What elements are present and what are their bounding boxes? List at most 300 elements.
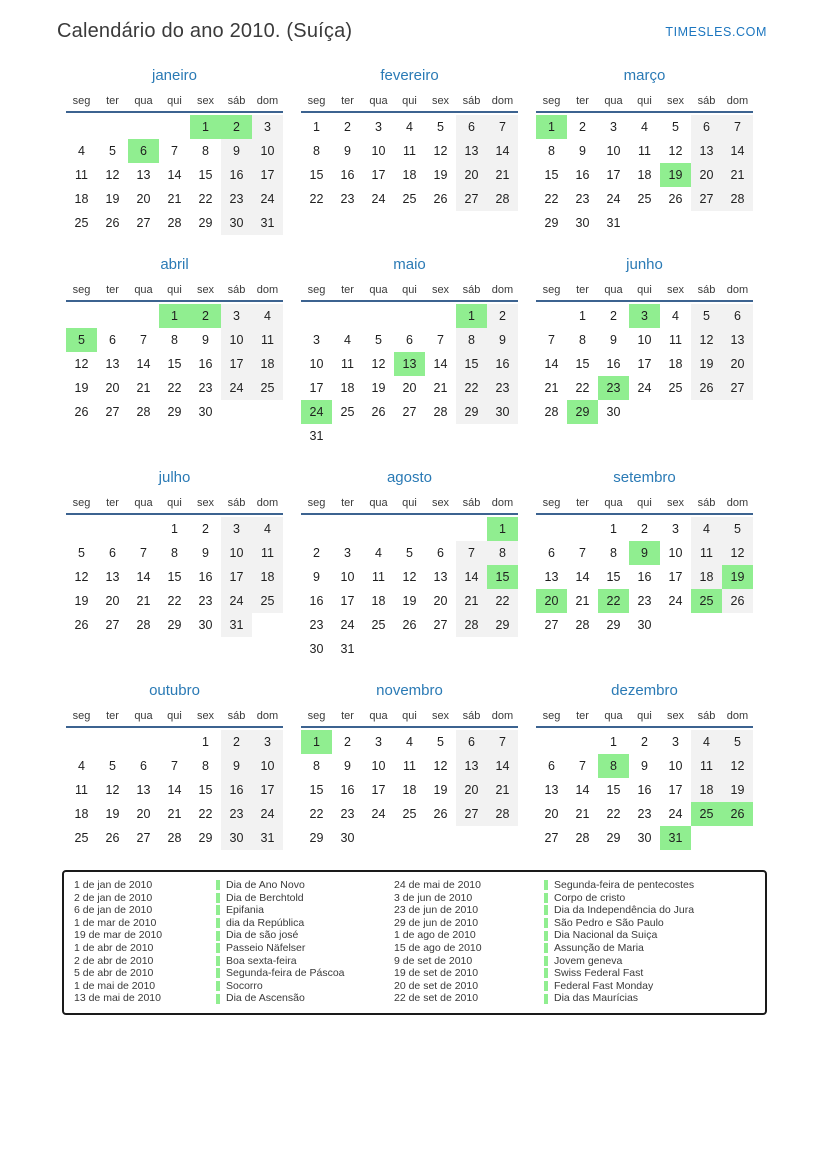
day-cell: 17 — [606, 168, 621, 182]
weekday-header: ter — [106, 95, 119, 107]
empty-cell — [159, 730, 190, 754]
day-cell: 17 — [252, 163, 283, 187]
day-cell: 28 — [487, 187, 518, 211]
empty-cell — [66, 730, 97, 754]
header-rule — [536, 513, 753, 515]
header-rule — [536, 726, 753, 728]
day-cell: 30 — [487, 400, 518, 424]
day-cell: 3 — [672, 522, 679, 536]
day-cell: 29 — [487, 613, 518, 637]
day-cell: 20 — [136, 192, 151, 206]
day-cell: 5 — [109, 759, 116, 773]
legend-holiday-name — [544, 942, 755, 955]
day-cell: 7 — [579, 759, 586, 773]
day-cell: 27 — [105, 405, 120, 419]
weekday-header: seg — [307, 497, 326, 509]
month-dezembro — [532, 682, 757, 850]
empty-cell — [425, 517, 456, 541]
day-cell: 31 — [340, 642, 355, 656]
empty-cell — [394, 517, 425, 541]
month-outubro — [62, 682, 287, 850]
legend-holiday-label: Assunção de Maria — [554, 941, 644, 954]
day-cell: 20 — [105, 381, 120, 395]
day-cell: 7 — [722, 115, 753, 139]
day-cell: 4 — [406, 735, 413, 749]
legend-holiday-name — [216, 992, 394, 1005]
day-cell: 3 — [610, 120, 617, 134]
empty-cell — [66, 517, 97, 541]
legend-holiday-label: Dia de são josé — [226, 929, 299, 942]
day-cell: 23 — [221, 187, 252, 211]
day-cell: 21 — [456, 589, 487, 613]
day-cell: 1 — [610, 522, 617, 536]
weekday-header: sáb — [462, 284, 481, 296]
day-cell: 1 — [202, 735, 209, 749]
weekday-header: sáb — [227, 710, 246, 722]
day-cell: 11 — [75, 783, 88, 797]
day-cell: 17 — [371, 783, 386, 797]
legend-holiday-label: Segunda-feira de pentecostes — [554, 879, 695, 891]
month-title: novembro — [376, 682, 443, 699]
day-cell: 21 — [136, 594, 151, 608]
day-cell: 9 — [629, 541, 660, 565]
weekday-header: dom — [256, 710, 279, 722]
empty-cell — [394, 424, 425, 448]
weekday-header: qua — [134, 497, 153, 509]
day-cell: 16 — [637, 783, 652, 797]
legend-holiday-name — [544, 904, 755, 917]
day-cell: 2 — [579, 120, 586, 134]
day-cell: 4 — [344, 333, 351, 347]
legend-holiday-name — [544, 980, 755, 993]
empty-cell — [660, 400, 691, 424]
weekday-header: qui — [637, 710, 652, 722]
holiday-tick-icon — [216, 943, 220, 953]
day-cell: 5 — [722, 517, 753, 541]
day-cell: 18 — [402, 783, 417, 797]
month-grid — [536, 91, 753, 235]
day-cell: 8 — [598, 754, 629, 778]
legend-holiday-name — [544, 892, 755, 905]
day-cell: 11 — [691, 754, 722, 778]
day-cell: 10 — [371, 144, 386, 158]
day-cell: 18 — [340, 381, 355, 395]
empty-cell — [97, 517, 128, 541]
day-cell: 17 — [340, 594, 355, 608]
legend-holiday-name — [544, 992, 755, 1005]
day-cell: 25 — [252, 376, 283, 400]
weekday-header: sex — [196, 284, 215, 296]
empty-cell — [128, 115, 159, 139]
day-cell: 23 — [309, 618, 324, 632]
day-cell: 19 — [660, 163, 691, 187]
day-cell: 8 — [487, 541, 518, 565]
day-cell: 30 — [340, 831, 355, 845]
holiday-tick-icon — [544, 918, 548, 928]
day-cell: 29 — [456, 400, 487, 424]
day-cell: 20 — [136, 807, 151, 821]
day-cell: 19 — [371, 381, 386, 395]
day-cell: 26 — [433, 807, 448, 821]
holiday-tick-icon — [544, 893, 548, 903]
day-cell: 12 — [668, 144, 683, 158]
weekday-header: sex — [431, 497, 450, 509]
day-cell: 2 — [610, 309, 617, 323]
day-cell: 10 — [606, 144, 621, 158]
empty-cell — [691, 613, 722, 637]
day-cell: 13 — [136, 168, 151, 182]
day-cell: 13 — [544, 783, 559, 797]
day-cell: 24 — [221, 376, 252, 400]
empty-cell — [66, 304, 97, 328]
day-cell: 20 — [536, 589, 567, 613]
day-cell: 3 — [375, 735, 382, 749]
weekday-header: sáb — [697, 284, 716, 296]
weekday-header: ter — [576, 497, 589, 509]
header-rule — [301, 513, 518, 515]
legend-date: 20 de set de 2010 — [394, 979, 479, 992]
day-cell: 31 — [252, 211, 283, 235]
day-cell: 12 — [722, 541, 753, 565]
day-cell: 28 — [456, 613, 487, 637]
day-cell: 10 — [668, 759, 683, 773]
header-rule — [536, 300, 753, 302]
day-cell: 23 — [198, 381, 213, 395]
empty-cell — [456, 826, 487, 850]
day-cell: 7 — [579, 546, 586, 560]
weekday-header: sex — [431, 95, 450, 107]
legend-holiday-label: Socorro — [226, 979, 263, 992]
day-cell: 6 — [456, 115, 487, 139]
day-cell: 21 — [433, 381, 448, 395]
day-cell: 6 — [437, 546, 444, 560]
weekday-header: dom — [491, 497, 514, 509]
day-cell: 6 — [548, 759, 555, 773]
day-cell: 5 — [437, 120, 444, 134]
day-cell: 22 — [198, 192, 213, 206]
day-cell: 10 — [309, 357, 324, 371]
holiday-tick-icon — [216, 956, 220, 966]
weekday-header: ter — [341, 95, 354, 107]
weekday-header: sex — [666, 95, 685, 107]
day-cell: 22 — [198, 807, 213, 821]
legend-holiday-name — [216, 929, 394, 942]
day-cell: 20 — [456, 778, 487, 802]
day-cell: 27 — [105, 618, 120, 632]
weekday-header: dom — [491, 710, 514, 722]
day-cell: 12 — [433, 144, 448, 158]
weekday-header: ter — [341, 710, 354, 722]
weekday-header: qui — [402, 95, 417, 107]
day-cell: 20 — [456, 163, 487, 187]
day-cell: 21 — [544, 381, 559, 395]
weekday-header: qua — [604, 284, 623, 296]
day-cell: 1 — [610, 735, 617, 749]
day-cell: 3 — [375, 120, 382, 134]
day-cell: 16 — [309, 594, 324, 608]
day-cell: 22 — [309, 807, 324, 821]
weekday-header: ter — [341, 497, 354, 509]
day-cell: 14 — [575, 783, 590, 797]
header-rule — [66, 300, 283, 302]
empty-cell — [722, 211, 753, 235]
legend-holiday-name — [216, 917, 394, 930]
legend-date: 29 de jun de 2010 — [394, 916, 479, 929]
day-cell: 9 — [202, 333, 209, 347]
day-cell: 14 — [722, 139, 753, 163]
legend-date: 5 de abr de 2010 — [74, 967, 154, 980]
weekday-header: ter — [341, 284, 354, 296]
month-title: outubro — [149, 682, 200, 699]
weekday-header: qua — [369, 497, 388, 509]
day-cell: 23 — [487, 376, 518, 400]
day-cell: 5 — [66, 328, 97, 352]
empty-cell — [128, 517, 159, 541]
holiday-tick-icon — [216, 968, 220, 978]
day-cell: 14 — [575, 570, 590, 584]
month-title: março — [623, 67, 666, 84]
day-cell: 31 — [660, 826, 691, 850]
day-cell: 10 — [340, 570, 355, 584]
day-cell: 7 — [548, 333, 555, 347]
day-cell: 31 — [252, 826, 283, 850]
day-cell: 2 — [344, 735, 351, 749]
day-cell: 2 — [202, 522, 209, 536]
day-cell: 11 — [372, 570, 385, 584]
header — [0, 0, 827, 43]
day-cell: 14 — [136, 357, 151, 371]
day-cell: 22 — [456, 376, 487, 400]
day-cell: 26 — [691, 376, 722, 400]
brand-link[interactable]: TIMESLES.COM — [665, 25, 767, 39]
day-cell: 5 — [406, 546, 413, 560]
month-title: maio — [393, 256, 426, 273]
day-cell: 26 — [74, 618, 89, 632]
weekday-header: ter — [576, 95, 589, 107]
day-cell: 25 — [371, 618, 386, 632]
day-cell: 7 — [487, 730, 518, 754]
day-cell: 4 — [252, 304, 283, 328]
empty-cell — [722, 400, 753, 424]
day-cell: 27 — [456, 802, 487, 826]
empty-cell — [128, 730, 159, 754]
weekday-header: qui — [167, 284, 182, 296]
day-cell: 3 — [629, 304, 660, 328]
month-grid — [301, 280, 518, 448]
weekday-header: qui — [637, 497, 652, 509]
day-cell: 20 — [105, 594, 120, 608]
weekday-header: sex — [666, 710, 685, 722]
day-cell: 13 — [105, 357, 120, 371]
legend-holiday-label: Dia de Ano Novo — [226, 879, 305, 891]
day-cell: 5 — [691, 304, 722, 328]
holiday-tick-icon — [216, 981, 220, 991]
day-cell: 4 — [78, 759, 85, 773]
empty-cell — [394, 637, 425, 661]
day-cell: 14 — [487, 754, 518, 778]
day-cell: 8 — [610, 546, 617, 560]
empty-cell — [363, 826, 394, 850]
empty-cell — [425, 826, 456, 850]
weekday-header: ter — [576, 284, 589, 296]
legend-date: 19 de mar de 2010 — [74, 929, 163, 942]
day-cell: 17 — [309, 381, 324, 395]
weekday-header: sex — [666, 497, 685, 509]
weekday-header: qua — [604, 497, 623, 509]
day-cell: 1 — [159, 304, 190, 328]
holiday-tick-icon — [216, 905, 220, 915]
day-cell: 30 — [637, 618, 652, 632]
empty-cell — [97, 115, 128, 139]
day-cell: 26 — [371, 405, 386, 419]
day-cell: 6 — [140, 759, 147, 773]
day-cell: 16 — [637, 570, 652, 584]
day-cell: 10 — [252, 139, 283, 163]
legend-holiday-label: Corpo de cristo — [554, 891, 626, 904]
empty-cell — [394, 826, 425, 850]
weekday-header: qui — [402, 497, 417, 509]
day-cell: 4 — [252, 517, 283, 541]
day-cell: 18 — [691, 565, 722, 589]
day-cell: 15 — [309, 168, 324, 182]
weekday-header: qui — [167, 95, 182, 107]
day-cell: 2 — [641, 522, 648, 536]
page-title: Calendário do ano 2010. (Suíça) — [57, 20, 353, 42]
legend-holiday-label: Dia das Maurícias — [554, 992, 639, 1005]
day-cell: 3 — [672, 735, 679, 749]
day-cell: 8 — [202, 144, 209, 158]
weekday-header: sex — [196, 710, 215, 722]
day-cell: 27 — [136, 831, 151, 845]
day-cell: 18 — [74, 192, 89, 206]
day-cell: 6 — [722, 304, 753, 328]
day-cell: 12 — [74, 570, 89, 584]
day-cell: 9 — [641, 759, 648, 773]
day-cell: 8 — [171, 333, 178, 347]
header-rule — [66, 513, 283, 515]
empty-cell — [252, 613, 283, 637]
legend-holiday-name — [216, 879, 394, 892]
day-cell: 17 — [252, 778, 283, 802]
weekday-header: qua — [604, 710, 623, 722]
day-cell: 3 — [252, 115, 283, 139]
day-cell: 9 — [313, 570, 320, 584]
day-cell: 14 — [167, 168, 182, 182]
day-cell: 13 — [722, 328, 753, 352]
day-cell: 13 — [105, 570, 120, 584]
day-cell: 8 — [579, 333, 586, 347]
day-cell: 3 — [344, 546, 351, 560]
empty-cell — [629, 400, 660, 424]
header-rule — [536, 111, 753, 113]
day-cell: 12 — [433, 759, 448, 773]
empty-cell — [536, 304, 567, 328]
day-cell: 1 — [487, 517, 518, 541]
day-cell: 24 — [637, 381, 652, 395]
day-cell: 18 — [402, 168, 417, 182]
weekday-header: seg — [542, 95, 561, 107]
day-cell: 19 — [433, 168, 448, 182]
day-cell: 28 — [544, 405, 559, 419]
day-cell: 4 — [375, 546, 382, 560]
day-cell: 28 — [722, 187, 753, 211]
day-cell: 28 — [575, 618, 590, 632]
day-cell: 18 — [371, 594, 386, 608]
day-cell: 27 — [691, 187, 722, 211]
day-cell: 14 — [433, 357, 448, 371]
day-cell: 24 — [371, 807, 386, 821]
weekday-header: seg — [307, 710, 326, 722]
empty-cell — [425, 304, 456, 328]
legend-holiday-label: Epifania — [226, 904, 264, 917]
legend-holiday-name — [544, 955, 755, 968]
day-cell: 6 — [109, 333, 116, 347]
day-cell: 13 — [456, 139, 487, 163]
legend-holiday-label: Dia de Berchtold — [226, 891, 304, 904]
day-cell: 13 — [544, 570, 559, 584]
day-cell: 26 — [402, 618, 417, 632]
day-cell: 25 — [637, 192, 652, 206]
day-cell: 11 — [638, 144, 651, 158]
day-cell: 5 — [437, 735, 444, 749]
day-cell: 23 — [340, 807, 355, 821]
day-cell: 16 — [198, 357, 213, 371]
empty-cell — [425, 424, 456, 448]
holiday-tick-icon — [544, 880, 548, 890]
day-cell: 27 — [402, 405, 417, 419]
month-grid — [301, 706, 518, 850]
day-cell: 5 — [375, 333, 382, 347]
day-cell: 19 — [105, 192, 120, 206]
day-cell: 8 — [313, 144, 320, 158]
day-cell: 27 — [136, 216, 151, 230]
day-cell: 28 — [575, 831, 590, 845]
day-cell: 22 — [575, 381, 590, 395]
holiday-legend — [62, 870, 767, 1015]
empty-cell — [97, 730, 128, 754]
day-cell: 15 — [456, 352, 487, 376]
day-cell: 28 — [167, 216, 182, 230]
day-cell: 9 — [487, 328, 518, 352]
day-cell: 2 — [487, 304, 518, 328]
day-cell: 6 — [128, 139, 159, 163]
empty-cell — [301, 517, 332, 541]
weekday-header: ter — [106, 497, 119, 509]
legend-holiday-label: Dia Nacional da Suiça — [554, 929, 658, 942]
day-cell: 30 — [637, 831, 652, 845]
day-cell: 17 — [637, 357, 652, 371]
day-cell: 25 — [340, 405, 355, 419]
day-cell: 22 — [167, 594, 182, 608]
legend-holiday-name — [216, 942, 394, 955]
day-cell: 13 — [136, 783, 151, 797]
day-cell: 14 — [136, 570, 151, 584]
day-cell: 22 — [598, 589, 629, 613]
weekday-header: sex — [666, 284, 685, 296]
empty-cell — [691, 211, 722, 235]
legend-date: 19 de set de 2010 — [394, 967, 479, 980]
day-cell: 5 — [672, 120, 679, 134]
legend-holiday-name — [216, 967, 394, 980]
day-cell: 2 — [221, 115, 252, 139]
day-cell: 6 — [406, 333, 413, 347]
weekday-header: seg — [72, 710, 91, 722]
day-cell: 23 — [637, 594, 652, 608]
day-cell: 18 — [252, 565, 283, 589]
day-cell: 31 — [221, 613, 252, 637]
day-cell: 18 — [691, 778, 722, 802]
holiday-tick-icon — [544, 981, 548, 991]
